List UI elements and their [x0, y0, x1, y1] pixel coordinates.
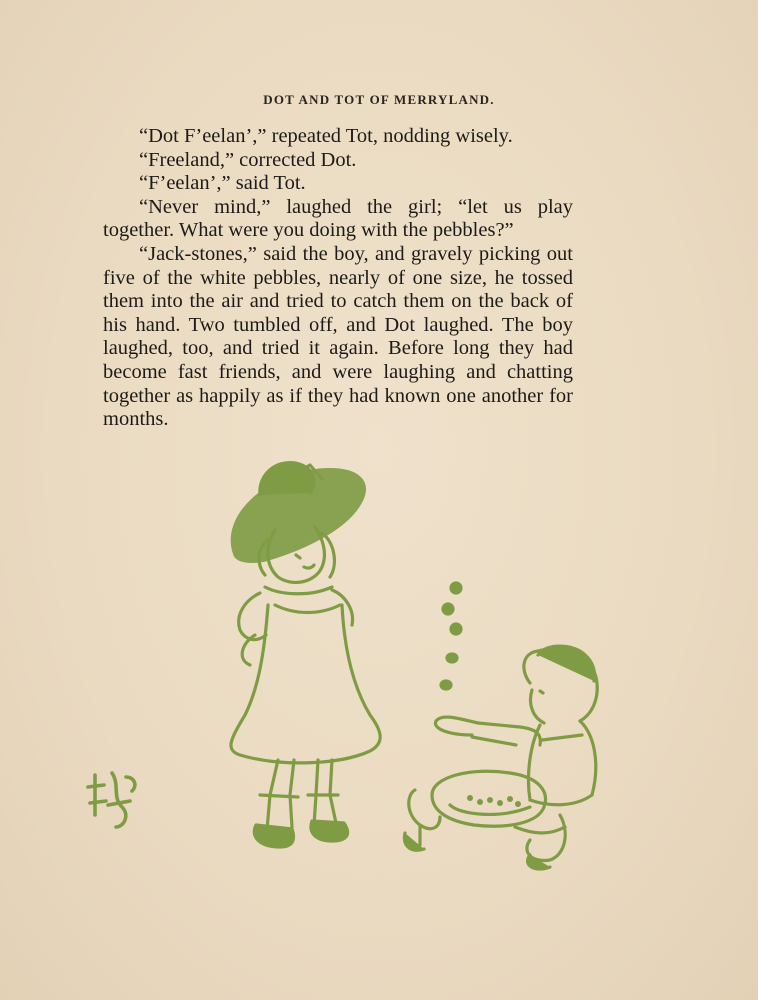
paragraph: “F’eelan’,” said Tot. — [139, 172, 306, 195]
illustration — [60, 455, 620, 885]
artist-monogram — [88, 773, 135, 827]
boy-figure — [404, 646, 597, 869]
body-text — [103, 125, 573, 432]
illustration-svg — [60, 455, 620, 885]
paragraph: “Freeland,” corrected Dot. — [139, 148, 357, 171]
paragraph: “Never mind,” laughed the girl; “let us play together. What were you doing with the pebbles?” — [103, 195, 573, 242]
paragraph: “Dot F’eelan’,” repeated Tot, nodding wisely. — [139, 125, 513, 147]
girl-figure — [231, 463, 380, 847]
running-head: DOT AND TOT OF MERRYLAND. — [263, 92, 495, 107]
pebbles — [441, 583, 461, 689]
paragraph: “Jack-stones,” said the boy, and gravely picking out five of the white pebbles, nearly of one size, he tossed them into the air and tried to catch them on the back of his hand. Two tumbled off, and Dot laughed. The boy laughed, too, and tried it again. Before long they had become fast friends, and were laughing and chatting together as happily as if they had known one another for months. — [103, 242, 573, 431]
